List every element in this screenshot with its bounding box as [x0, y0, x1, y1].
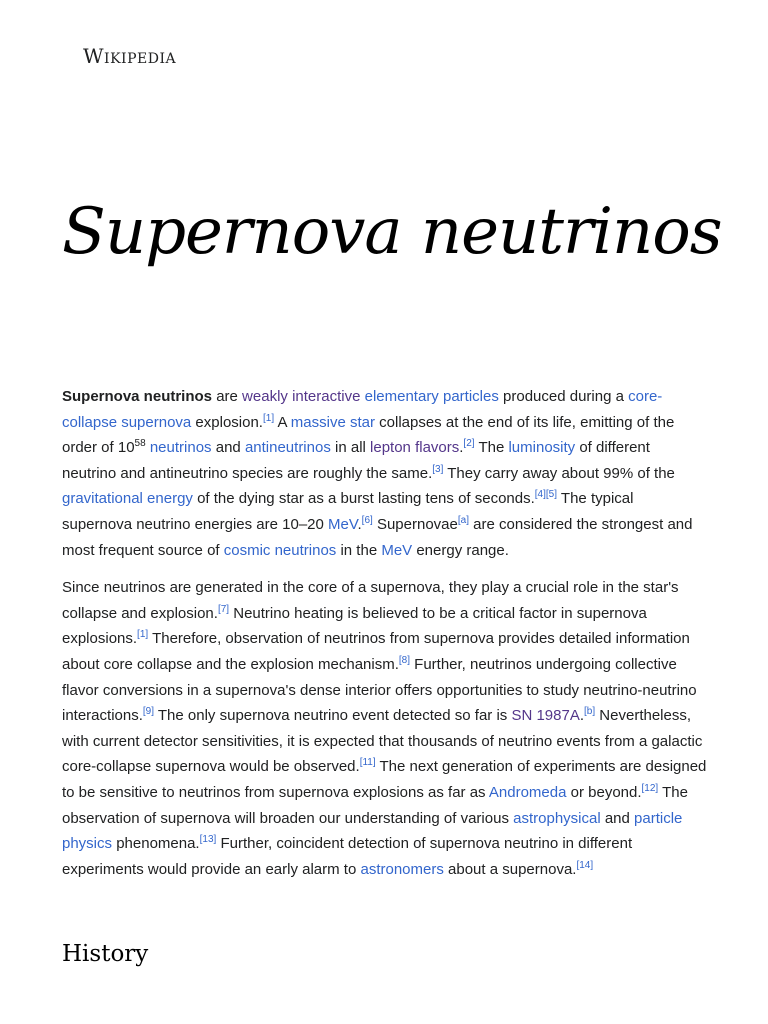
link-luminosity[interactable]: luminosity: [508, 439, 576, 457]
ref-link[interactable]: [12]: [641, 782, 659, 794]
link-core-collapse-supernova[interactable]: core-collapse supernova: [62, 388, 663, 431]
ref-link[interactable]: [11]: [359, 757, 376, 769]
ref-link[interactable]: [4]: [534, 489, 546, 501]
ref-link[interactable]: [13]: [199, 834, 217, 846]
link-cosmic-neutrinos[interactable]: cosmic neutrinos: [223, 541, 337, 559]
ref-link[interactable]: [6]: [361, 514, 373, 526]
link-astronomers[interactable]: astronomers: [360, 860, 444, 878]
link-mev[interactable]: MeV: [328, 515, 358, 533]
ref-link[interactable]: [1]: [137, 629, 149, 641]
note-link[interactable]: [a]: [457, 514, 469, 526]
ref-link[interactable]: [8]: [398, 654, 410, 666]
exponent: 58: [134, 438, 146, 450]
link-weakly-interactive[interactable]: weakly interactive: [242, 388, 361, 405]
ref-link[interactable]: [9]: [142, 706, 154, 718]
paragraph-role: Since neutrinos are generated in the core of a supernova, they play a crucial role in the star's collapse and explosion.[7] Neutrino heating is believed to be a critical factor in supernova explosions.[1] Therefore, observation of neutrinos from supernova provides detailed information about core collapse and the explosion mechanism.[8] Further, neutrinos undergoing collective flavor conversions in a supernova's dense interior offers opportunities to study neutrino-neutrino interactions.[9] The only supernova neutrino event detected so far is SN 1987A.[b] Nevertheless, with current detector sensitivities, it is expected that thousands of neutrino events from a galactic core-collapse supernova would be observed.[11] The next generation of experiments are designed to be sensitive to neutrinos from supernova explosions as far as Andromeda or beyond.[12] The observation of supernova will broaden our understanding of various astrophysical and particle physics phenomena.[13] Further, coincident detection of supernova neutrino in different experiments would provide an early alarm to astronomers about a supernova.[14]: [62, 579, 707, 878]
page-title: Supernova neutrinos: [62, 195, 722, 269]
article-body: [62, 384, 707, 894]
ref-link[interactable]: [7]: [217, 603, 230, 615]
ref-link[interactable]: [14]: [576, 859, 594, 871]
ref-link[interactable]: [1]: [262, 412, 275, 424]
ref-link[interactable]: [3]: [432, 463, 444, 475]
bold-term: Supernova neutrinos: [62, 388, 213, 405]
link-lepton-flavors[interactable]: lepton flavors: [370, 439, 460, 457]
link-massive-star[interactable]: massive star: [290, 413, 375, 431]
link-mev[interactable]: MeV: [381, 541, 413, 559]
link-andromeda[interactable]: Andromeda: [488, 783, 567, 801]
link-particle-physics[interactable]: particle physics: [62, 809, 683, 853]
link-antineutrinos[interactable]: antineutrinos: [244, 439, 331, 457]
link-neutrinos[interactable]: neutrinos: [149, 439, 212, 457]
wikipedia-wordmark[interactable]: Wikipedia: [83, 44, 177, 68]
link-astrophysical[interactable]: astrophysical: [513, 809, 601, 827]
section-heading-history[interactable]: History: [62, 941, 149, 967]
ref-link[interactable]: [5]: [545, 489, 558, 501]
link-gravitational-energy[interactable]: gravitational energy: [62, 490, 193, 508]
paragraph-intro: Supernova neutrinos are weakly interactive elementary particles produced during a core-collapse supernova explosion.[1] A massive star collapses at the end of its life, emitting of the order of $10^{58}$ neutrinos and antineutrinos in all lepton flavors.[2] The luminosity of different neutrino and antineutrino species are roughly the same.[3] They carry away about 99% of the gravitational energy of the dying star as a burst lasting tens of seconds.[4][5] The typical supernova neutrino energies are 10–20 MeV.[6] Supernovae[a] are considered the strongest and most frequent source of cosmic neutrinos in the MeV energy range.: [62, 388, 693, 559]
ref-link[interactable]: [2]: [463, 438, 475, 450]
link-sn-1987a[interactable]: SN 1987A: [511, 707, 580, 725]
link-elementary-particles[interactable]: elementary particles: [364, 388, 499, 405]
note-link[interactable]: [b]: [584, 706, 596, 718]
